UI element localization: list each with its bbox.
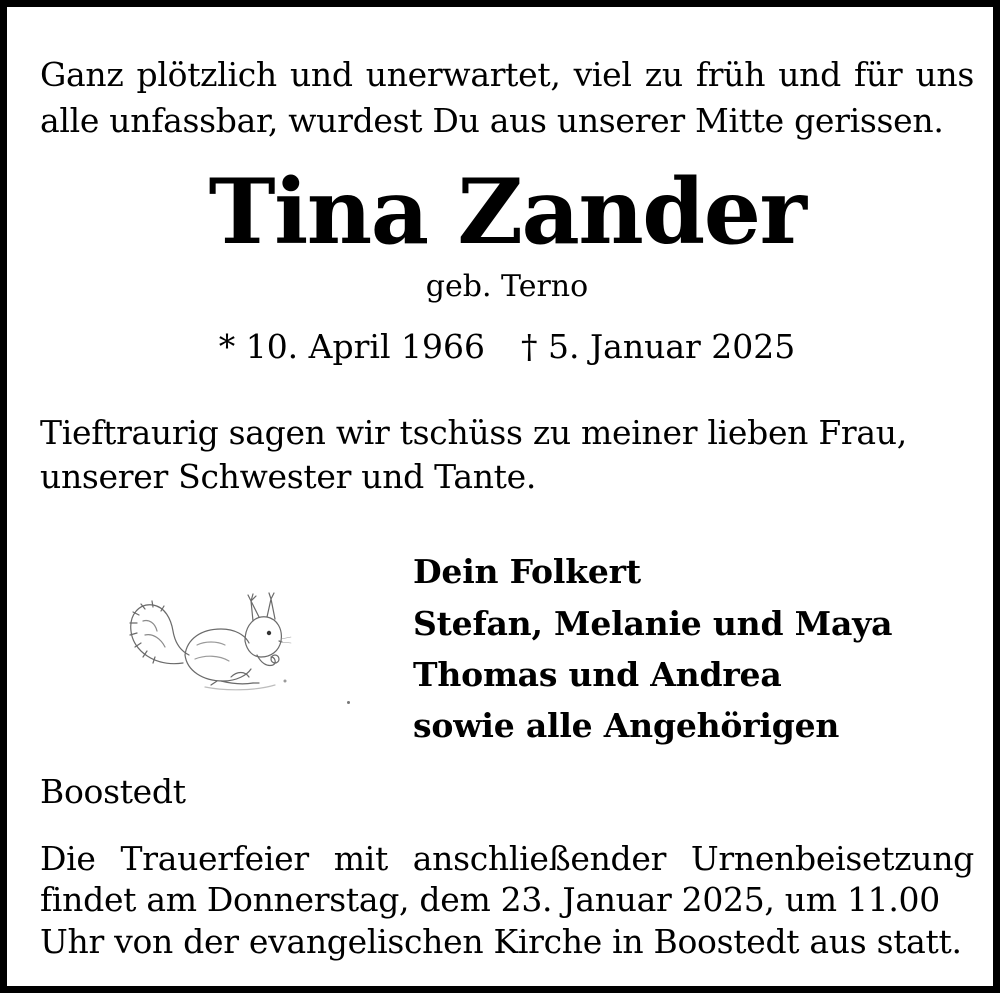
place-name: Boostedt [40, 772, 186, 811]
squirrel-icon [125, 585, 295, 697]
birth-date: * 10. April 1966 [218, 327, 485, 366]
mourner-line: sowie alle Angehörigen [413, 706, 840, 745]
life-dates [7, 327, 1000, 366]
decorative-dot [347, 701, 350, 704]
farewell-line-2: unserer Schwester und Tante. [40, 457, 537, 496]
mourner-line: Stefan, Melanie und Maya [413, 604, 893, 643]
farewell-line-1: Tieftraurig sagen wir tschüss zu meiner lieben Frau, [40, 413, 907, 452]
intro-line-2: alle unfassbar, wurdest Du aus unserer Mitte gerissen. [40, 101, 944, 140]
service-line-3: Uhr von der evangelischen Kirche in Boostedt aus statt. [40, 922, 962, 961]
mourner-line: Dein Folkert [413, 552, 641, 591]
service-line-2: findet am Donnerstag, dem 23. Januar 2025, um 11.00 [40, 880, 940, 919]
maiden-name: geb. Terno [425, 269, 589, 304]
mourner-line: Thomas und Andrea [413, 655, 782, 694]
deceased-name: Tina Zander [208, 159, 806, 265]
death-date: † 5. Januar 2025 [520, 327, 796, 366]
service-line-1: Die Trauerfeier mit anschließender Urnenbeisetzung [40, 839, 974, 878]
intro-line-1: Ganz plötzlich und unerwartet, viel zu früh und für uns [40, 55, 974, 94]
